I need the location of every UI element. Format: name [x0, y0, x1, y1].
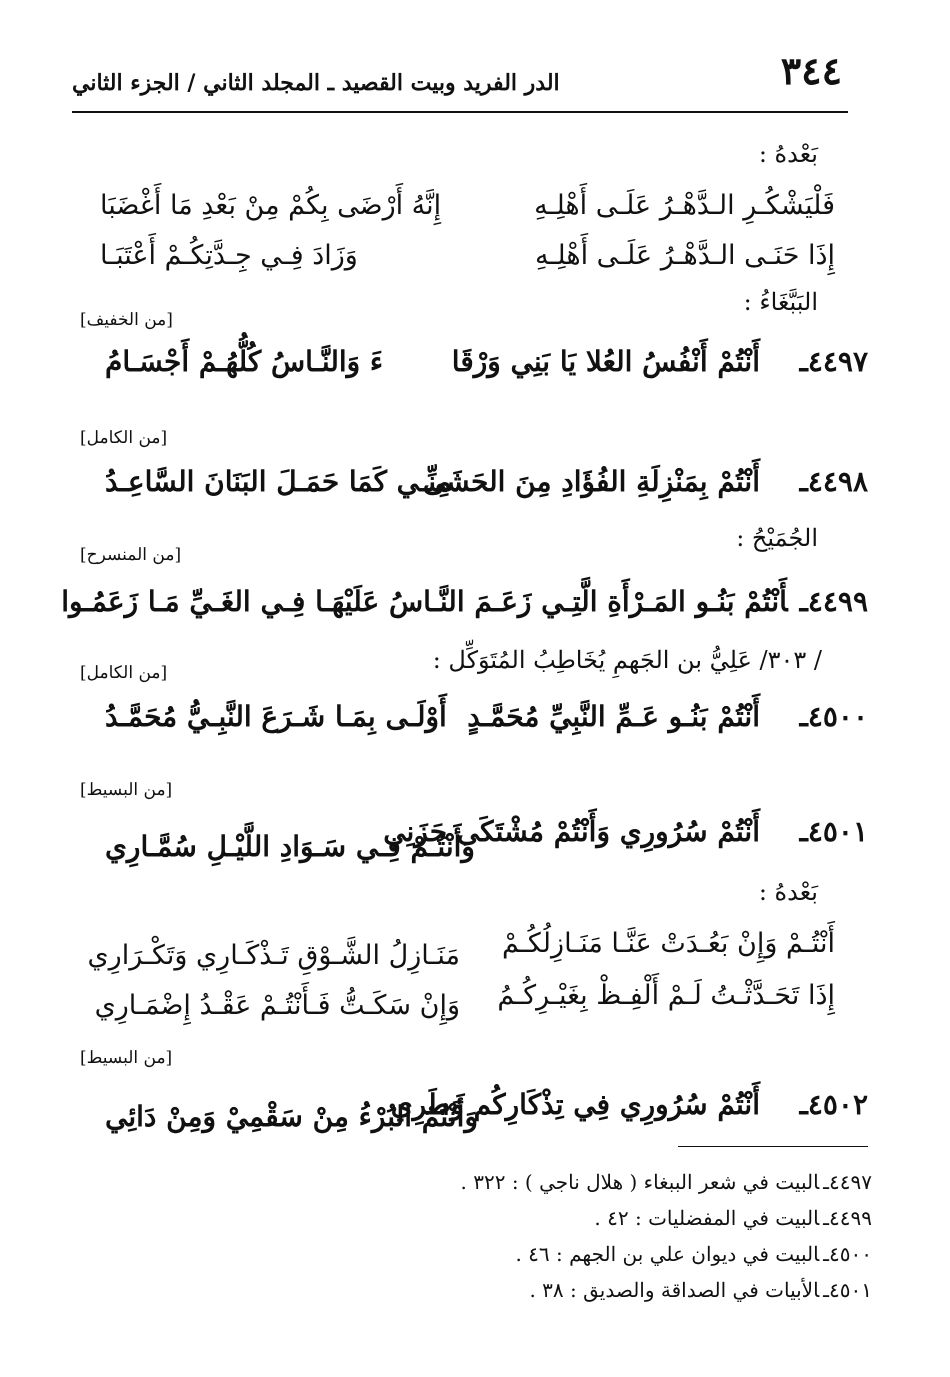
poet-name: البَبَّغَاءُ :	[743, 288, 818, 316]
verse-hemistich-2: أَوْلَـى بِمَـا شَـرَعَ النَّبِـيُّ مُحَمَّـدُ	[105, 700, 447, 733]
meter-label: [من الخفيف]	[80, 310, 173, 330]
footnote-number: ٤٤٩٧ـ	[823, 1170, 872, 1194]
meter-label: [من الكامل]	[80, 663, 168, 683]
meter-label: [من البسيط]	[80, 780, 173, 800]
footnote-number: ٤٥٠٠ـ	[823, 1242, 872, 1266]
meter-label: [من الكامل]	[80, 428, 168, 448]
footnote	[594, 1206, 872, 1230]
verse-line	[61, 585, 868, 618]
verse-hemistich-2: وَزَادَ فِـي جِـدَّتِكُـمْ أَعْتَبَـا	[100, 240, 358, 271]
footnote-text: البيت في المفضليات : ٤٢ .	[594, 1206, 820, 1230]
verse-hemistich-2: وَإِنْ سَكَـتُّ فَـأَنْتُـمْ عَقْـدُ إِضْمَـارِي	[94, 990, 460, 1021]
intro-line: بَعْدهُ :	[758, 140, 818, 168]
meter-label: [من البسيط]	[80, 1048, 173, 1068]
verse-hemistich-2: مِنِّـي كَمَا حَمَـلَ البَنَانَ السَّاعِـدُ	[105, 465, 452, 498]
verse-hemistich-2: مَنَـازِلُ الشَّـوْقِ تَـذْكَـارِي وَتَكْـرَارِي	[87, 940, 460, 971]
footnote-number: ٤٤٩٩ـ	[823, 1206, 872, 1230]
intro-line: بَعْدهُ :	[758, 878, 818, 906]
verse-hemistich-1: أَنْتُمْ بَنُـو عَـمِّ النَّبِيِّ مُحَمَّـدٍ	[467, 700, 760, 733]
verse-hemistich-1: إِذَا تَحَـدَّثْـتُ لَـمْ أَلْفِـظْ بِغَيْـرِكُـمُ	[497, 980, 835, 1011]
verse-hemistich-1: فَلْيَشْكُـرِ الـدَّهْـرُ عَلَـى أَهْلِـهِ	[534, 190, 835, 221]
verse-number: ٤٤٩٨ـ	[799, 465, 868, 498]
verse-text: أَنْتُمْ بَنُـو المَـرْأَةِ الَّتِـي زَعَـمَ النَّـاسُ عَلَيْهَـا فِـي الغَـيِّ مَـا زَعَمُـوا	[61, 585, 788, 618]
verse-hemistich-2: وَأَنْتُـمْ فِـي سَـوَادِ اللَّيْـلِ سُمَّـارِي	[105, 830, 475, 863]
verse-number: ٤٤٩٧ـ	[799, 345, 868, 378]
verse-hemistich-1: أَنْتُـمْ وَإِنْ بَعُـدَتْ عَنَّـا مَنَـازِلُكُـمْ	[502, 928, 835, 959]
header-rule	[72, 111, 848, 113]
running-head: الدر الفريد وبيت القصيد ـ المجلد الثاني / الجزء الثاني	[72, 70, 560, 96]
footnote	[515, 1242, 872, 1266]
verse-hemistich-1: أَنْتُمْ سُرُورِي فِي تِذْكَارِكُم وَطَرِي	[390, 1088, 760, 1121]
verse-hemistich-1: أَنْتُمْ بِمَنْزِلَةِ الفُؤَادِ مِنَ الحَشَى	[422, 465, 760, 498]
footnote-number: ٤٥٠١ـ	[823, 1278, 872, 1302]
verse-number: ٤٤٩٩ـ	[799, 585, 868, 618]
verse-number: ٤٥٠٠ـ	[799, 700, 868, 733]
verse-hemistich-2: وَأَنْتُمُ البُرْءُ مِنْ سَقْمِيْ وَمِنْ دَائِي	[105, 1100, 478, 1133]
footnote-rule	[678, 1146, 868, 1147]
meter-label: [من المنسرح]	[80, 545, 182, 565]
verse-hemistich-2: ءَ وَالنَّـاسُ كُلُّهُـمْ أَجْسَـامُ	[105, 345, 384, 378]
footnote-text: الأبيات في الصداقة والصديق : ٣٨ .	[529, 1278, 820, 1302]
footnote	[529, 1278, 872, 1302]
poet-name: / ٣٠٣/ عَلِيُّ بن الجَهمِ يُخَاطِبُ المُتَوَكِّل :	[432, 646, 822, 674]
verse-hemistich-1: إِذَا حَنَـى الـدَّهْـرُ عَلَـى أَهْلِـهِ	[535, 240, 835, 271]
footnote-text: البيت في ديوان علي بن الجهم : ٤٦ .	[515, 1242, 820, 1266]
verse-number: ٤٥٠٢ـ	[799, 1088, 868, 1121]
footnote-text: البيت في شعر الببغاء ( هلال ناجي ) : ٣٢٢ .	[460, 1170, 820, 1194]
poet-name: الجُمَيْحُ :	[736, 524, 818, 552]
verse-hemistich-1: أَنْتُمْ سُرُورِي وَأَنْتُمْ مُشْتَكَى حَزَنِي	[383, 815, 760, 848]
page-number: ٣٤٤	[780, 48, 842, 93]
verse-hemistich-1: أَنْتُمْ أَنْفُسُ العُلا يَا بَنِي وَرْقَا	[451, 345, 760, 378]
footnote	[461, 1170, 872, 1194]
verse-number: ٤٥٠١ـ	[799, 815, 868, 848]
verse-hemistich-2: إِنَّهُ أَرْضَى بِكُمْ مِنْ بَعْدِ مَا أَغْضَبَا	[100, 190, 442, 221]
